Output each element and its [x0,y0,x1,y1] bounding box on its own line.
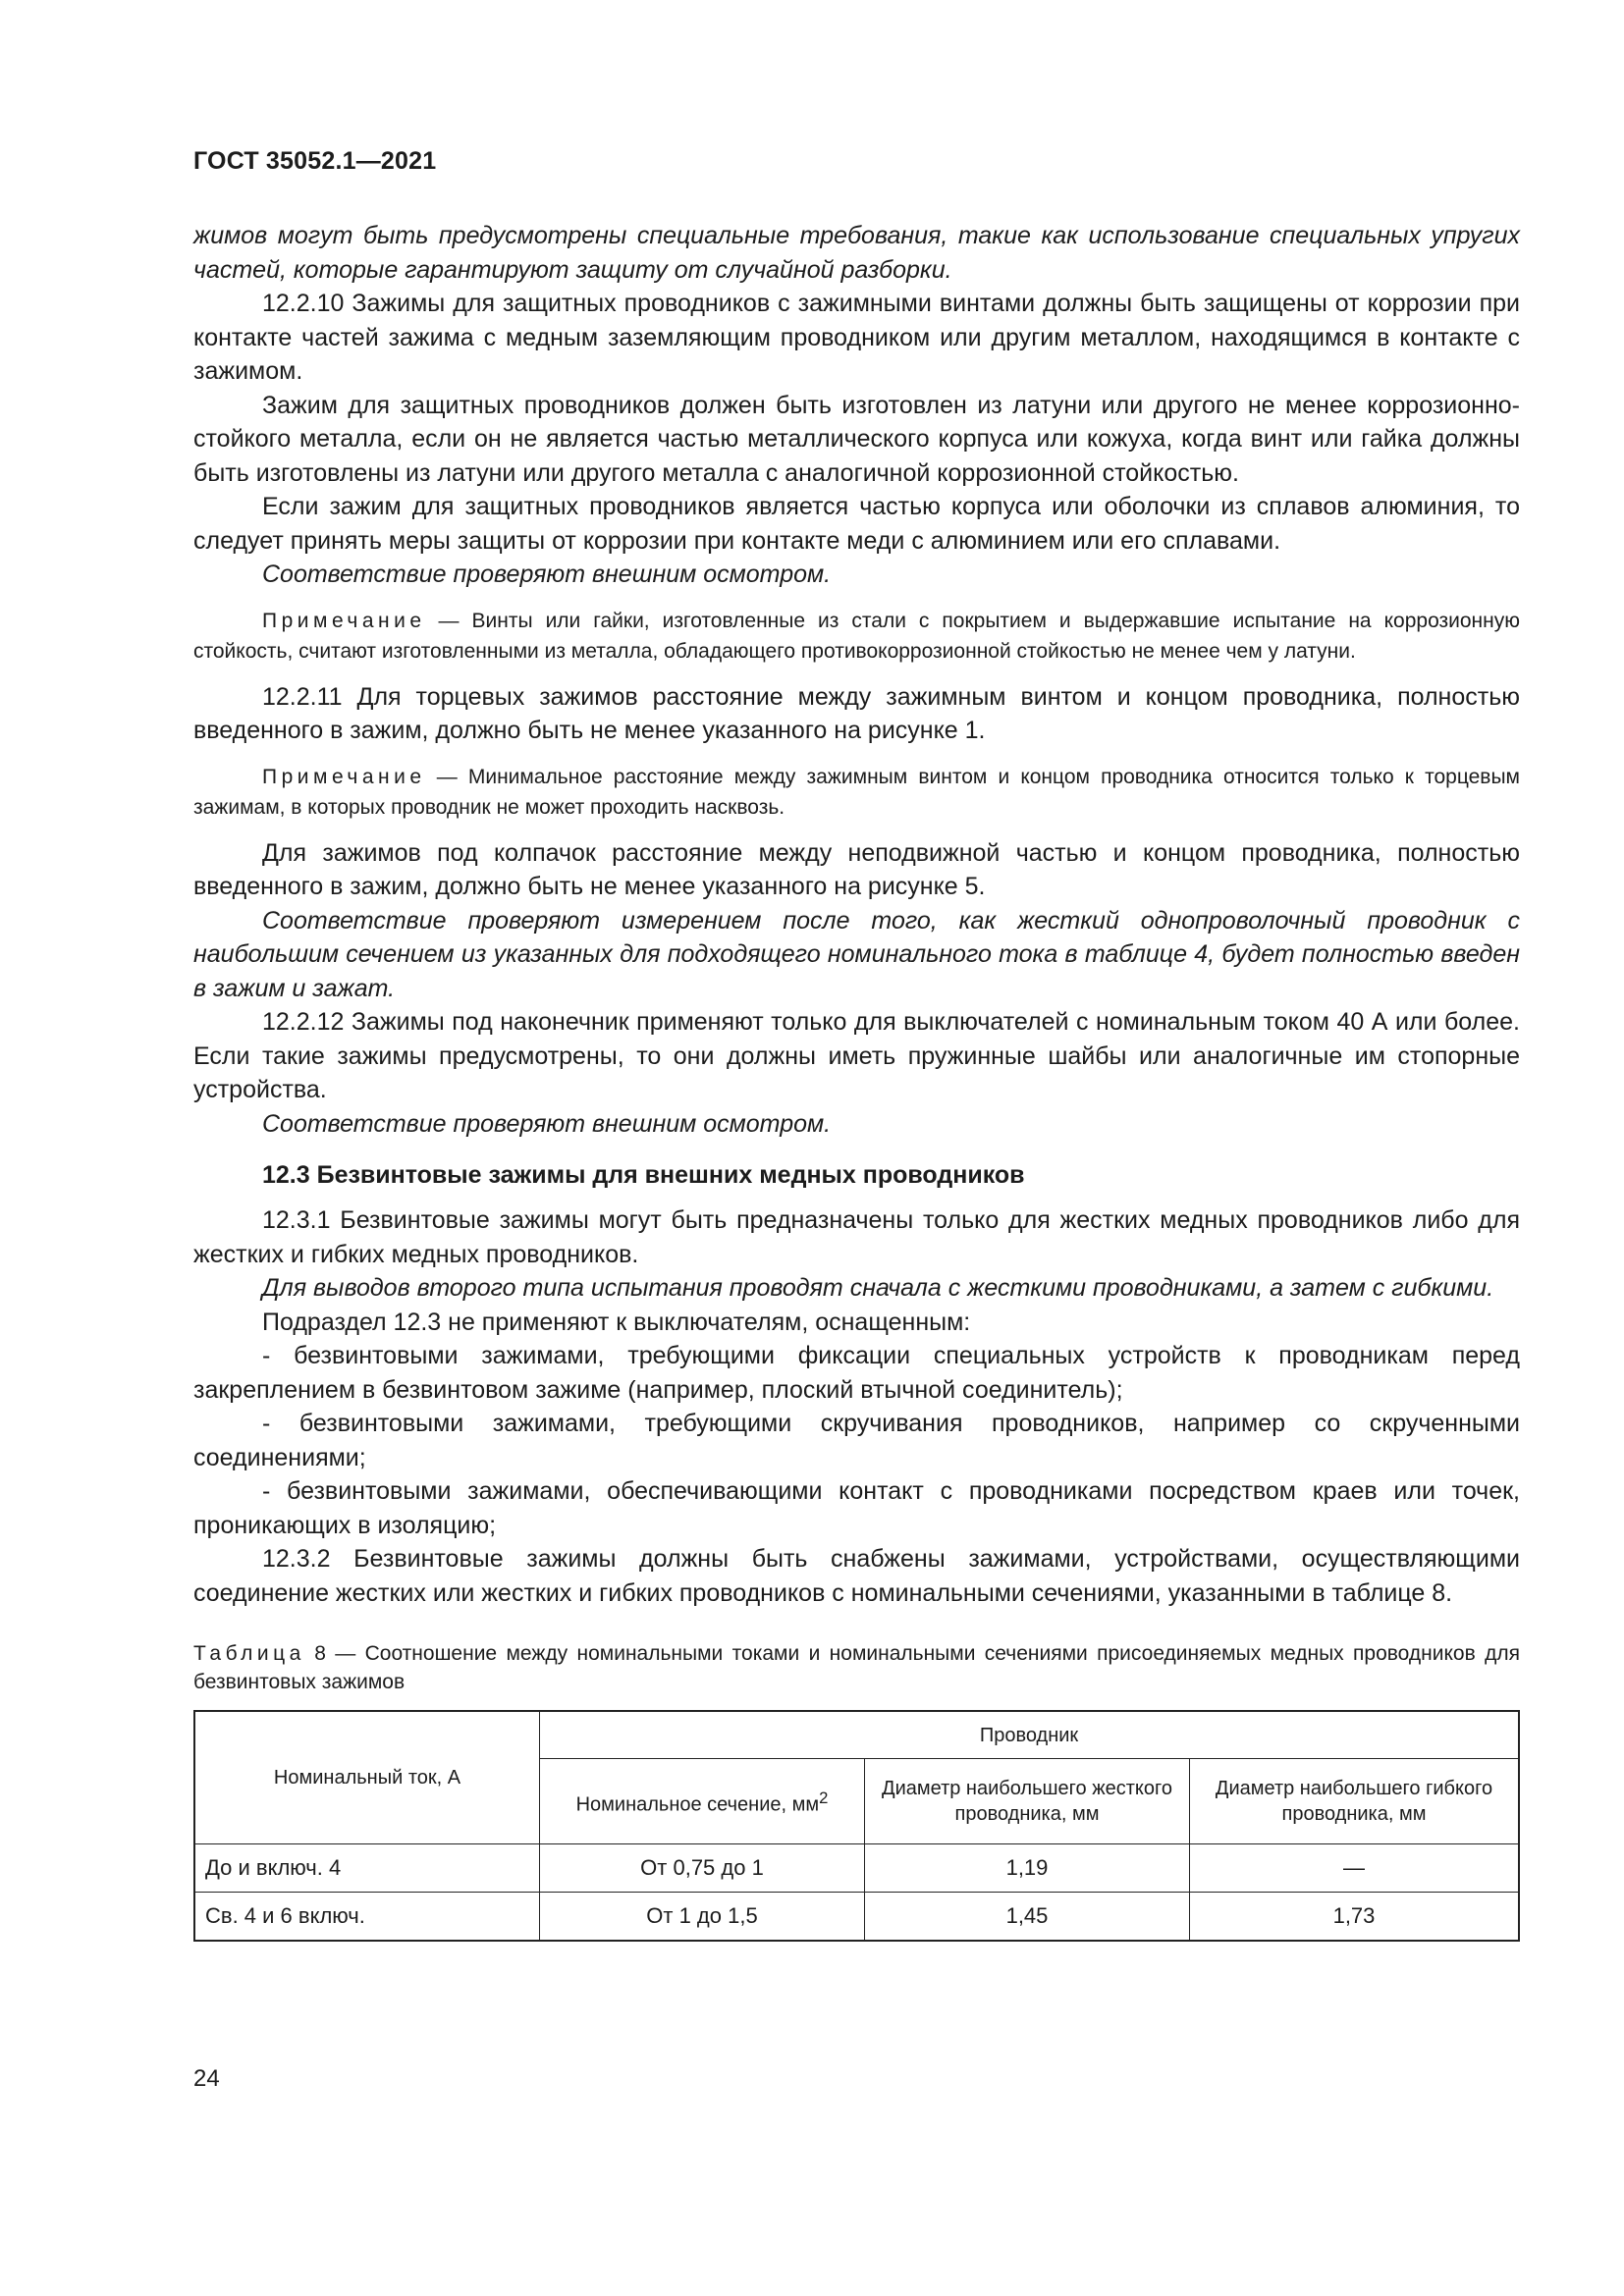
paragraph: жимов могут быть предусмотрены специальные требования, такие как использование специальных упругих частей, которые гарантируют защиту от случайной разборки. [193,222,1520,284]
header-cell-section [540,1759,865,1844]
note-label: Примечание [262,765,426,788]
paragraph: Зажим для защитных проводников должен быть изготовлен из латуни или другого не менее коррозионно-стойкого металла, если он не является частью металлического корпуса или кожуха, когда винт или гайка должны быть изготовлены из латуни или другого металла с аналогичной коррозионной стойкостью. [193,391,1520,487]
cell-section: От 1 до 1,5 [540,1893,865,1942]
list-item: - безвинтовыми зажимами, требующими скручивания проводников, например со скрученными соединениями; [193,1410,1520,1471]
document-page [193,147,1520,1942]
table-caption-text: 8 — Соотношение между номинальными токами и номинальными сечениями присоединяемых медных проводников для безвинтовых зажимов [193,1642,1520,1693]
note-text: — Минимальное расстояние между зажимным винтом и концом проводника относится только к торцевым зажимам, в которых проводник не может проходить насквозь. [193,765,1520,819]
cell-flexible: — [1190,1844,1520,1893]
header-cell-conductor: Проводник [540,1711,1520,1759]
note-label: Примечание [262,609,426,632]
compliance-check: Соответствие проверяют измерением после того, как жесткий однопроволочный проводник с наибольшим сечением из указанных для подходящего номинального тока в таблице 4, будет полностью введен в зажим и зажат. [193,906,1520,1002]
compliance-check: Соответствие проверяют внешним осмотром. [262,1109,832,1138]
header-cell-flexible: Диаметр наибольшего гибкого проводника, мм [1190,1759,1520,1844]
clause-12-2-11: 12.2.11 Для торцевых зажимов расстояние между зажимным винтом и концом проводника, полностью введенного в зажим, должно быть не менее указанного на рисунке 1. [193,682,1520,744]
document-header: ГОСТ 35052.1—2021 [193,147,437,175]
cell-rigid: 1,19 [865,1844,1190,1893]
list-item: - безвинтовыми зажимами, требующими фиксации специальных устройств к проводникам перед закреплением в безвинтовом зажиме (например, плоский втычной соединитель); [193,1342,1520,1404]
paragraph: Для зажимов под колпачок расстояние между неподвижной частью и концом проводника, полностью введенного в зажим, должно быть не менее указанного на рисунке 5. [193,838,1520,900]
table-row [194,1893,1519,1942]
cell-flexible: 1,73 [1190,1893,1520,1942]
header-cell-rigid: Диаметр наибольшего жесткого проводника, мм [865,1759,1190,1844]
note [193,762,1520,823]
section-heading-12-3: 12.3 Безвинтовые зажимы для внешних медных проводников [262,1161,1025,1189]
note-text: — Винты или гайки, изготовленные из стали с покрытием и выдержавшие испытание на коррозионную стойкость, считают изготовленными из металла, обладающего противокоррозионной стойкостью не менее чем у латуни. [193,609,1520,663]
header-section-text: Номинальное сечение, мм [575,1793,820,1816]
compliance-check: Соответствие проверяют внешним осмотром. [262,561,832,588]
header-cell-current: Номинальный ток, А [194,1711,540,1844]
paragraph: Для выводов второго типа испытания проводят сначала с жесткими проводниками, а затем с гибкими. [262,1274,1494,1302]
page-number: 24 [193,2065,220,2092]
table-caption [193,1639,1520,1696]
header-section-sup: 2 [819,1788,829,1807]
list-item: - безвинтовыми зажимами, обеспечивающими контакт с проводниками посредством краев или точек, проникающих в изоляцию; [193,1477,1520,1539]
clause-12-3-2: 12.3.2 Безвинтовые зажимы должны быть снабжены зажимами, устройствами, осуществляющими соединение жестких или жестких и гибких проводников с номинальными сечениями, указанными в таблице 8. [193,1545,1520,1607]
table-caption-label: Таблица [193,1642,305,1665]
clause-12-2-10: 12.2.10 Зажимы для защитных проводников с зажимными винтами должны быть защищены от коррозии при контакте частей зажима с медным заземляющим проводником или другим металлом, находящимся в контакте с зажимом. [193,290,1520,385]
cell-section: От 0,75 до 1 [540,1844,865,1893]
cell-current: Св. 4 и 6 включ. [194,1893,540,1942]
paragraph: Если зажим для защитных проводников является частью корпуса или оболочки из сплавов алюминия, то следует принять меры защиты от коррозии при контакте меди с алюминием или его сплавами. [193,493,1520,555]
cell-rigid: 1,45 [865,1893,1190,1942]
cell-current: До и включ. 4 [194,1844,540,1893]
paragraph: Подраздел 12.3 не применяют к выключателям, оснащенным: [262,1308,971,1336]
clause-12-2-12: 12.2.12 Зажимы под наконечник применяют только для выключателей с номинальным током 40 А или более. Если такие зажимы предусмотрены, то они должны иметь пружинные шайбы или аналогичные им стопорные устройства. [193,1008,1520,1103]
table-row [194,1844,1519,1893]
note [193,606,1520,667]
table-8 [193,1710,1520,1942]
clause-12-3-1: 12.3.1 Безвинтовые зажимы могут быть предназначены только для жестких медных проводников либо для жестких и гибких медных проводников. [193,1206,1520,1268]
